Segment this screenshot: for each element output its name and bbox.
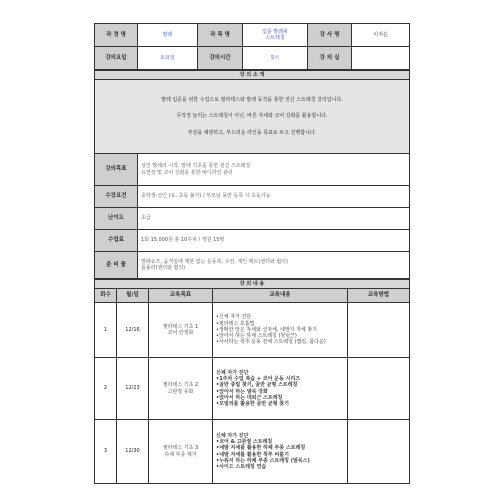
- row-date: 12/23: [117, 358, 149, 420]
- row-content: [213, 420, 348, 484]
- list-item: •골반 중립 찾기, 골반 균형 스트레칭: [216, 382, 298, 389]
- row-method: [348, 420, 410, 484]
- list-item: •네발 자세를 활용한 척추 비틀기: [216, 451, 289, 458]
- goal-line1: 성인 발레의 시작, 발레 기초를 통한 전신 스트레칭: [141, 163, 251, 170]
- list-item: •사사라는 척추 운동 전체 스트레칭 (햄링, 몸다운): [216, 339, 326, 346]
- row-content: [213, 303, 348, 358]
- table-row: [95, 358, 410, 420]
- day-label: 강의요일: [95, 47, 138, 70]
- list-item: •정확한 앉은 자세와 선자세, 네발기 자세 찾기: [216, 326, 318, 333]
- goal-label: 강의목표: [95, 154, 138, 186]
- row-goal-line2: 고관절 유화: [167, 388, 194, 395]
- overview-line2: 무작정 늘리는 스트레칭이 아닌, 바른 자세와 코어 강화를 활용합니다.: [176, 113, 328, 120]
- prep-label: 준 비 물: [95, 252, 138, 279]
- list-item: •네발 자세를 활용한 하체 부종 스트레칭: [216, 445, 306, 452]
- fee-value: 1회 15,000원 총 10주차 / 정원 15명: [138, 230, 410, 252]
- prep-value: [138, 252, 410, 279]
- row-goal-line2: 코어 안정화: [167, 330, 194, 336]
- header-method: 교육방법: [348, 289, 410, 303]
- row-goal-line1: 필라테스 기초 3: [162, 445, 199, 452]
- course-value: 발레: [138, 24, 198, 47]
- level-value: 초급: [138, 208, 410, 230]
- row-date: 12/16: [117, 303, 149, 358]
- list-item: •모빌리를 활용한 골반 균형 찾기: [216, 401, 289, 407]
- overview-line1: 발레 입문을 위한 수업으로 필라테스와 발레 동작을 통한 전신 스트레칭 강의입니다.: [161, 97, 343, 104]
- row-method: [348, 358, 410, 420]
- course-label: 과 정 명: [95, 24, 138, 47]
- header-content: 교육내용: [213, 289, 348, 303]
- schedule-table: [94, 279, 410, 484]
- row-goal: [149, 358, 213, 420]
- target-label: 수강요건: [95, 186, 138, 208]
- header-date: 월/일: [117, 289, 149, 303]
- room-value: [352, 47, 410, 70]
- header-goal: 교육목표: [149, 289, 213, 303]
- target-value: 중학생-성인 (유, 초등 불가) / 부모님 동반 등록 시 초등가능: [138, 186, 410, 208]
- list-item: 신체 자가 진단: [216, 432, 249, 439]
- row-goal: [149, 303, 213, 358]
- subject-value-line1: 입문 발레핏: [262, 28, 288, 35]
- course-info-table: [94, 23, 410, 70]
- row-date: 12/30: [117, 420, 149, 484]
- list-item: •필라테스 호흡법: [216, 320, 255, 327]
- row-content: [213, 358, 348, 420]
- table-row: [95, 303, 410, 358]
- list-item: •코어 & 고관절 스트레칭: [216, 439, 273, 445]
- day-value: 토요일: [138, 47, 198, 70]
- list-item: •앉아서 하는 발목 강화: [216, 388, 268, 395]
- subject-label: 과 목 명: [198, 24, 243, 47]
- list-item: •앉아서 하는 하체 스트레칭 (엉덩근): [216, 333, 297, 340]
- row-week: 2: [95, 358, 117, 420]
- list-item: •1주차 수업 복습 + 코어 운동 시리즈: [216, 376, 301, 382]
- row-goal-line2: 하체 부종 제거: [164, 451, 197, 458]
- instructor-label: 강 사 명: [308, 24, 352, 47]
- overview-line3: 부상을 예방하고, 부드러운 라인을 목표로 두고 진행합니다.: [187, 129, 317, 136]
- list-item: •앉아서 하는 대퇴근 스트레칭: [216, 394, 283, 401]
- overview-text: [95, 80, 410, 154]
- course-details-table: [94, 70, 410, 279]
- goal-line2: 유연성 및 코어 강화를 통한 바디라인 관리: [141, 169, 233, 176]
- instructor-value: 이지은: [352, 24, 410, 47]
- row-goal: [149, 420, 213, 484]
- subject-value-line2: 스트레칭: [265, 35, 285, 41]
- row-method: [348, 303, 410, 358]
- prep-line1: 발레슈즈, 움직임에 제한 없는 운동복, 수건, 개인 매트(센터와 협의): [141, 258, 288, 265]
- list-item: •신체 자가 진단: [216, 314, 252, 321]
- overview-title: 강 의 소 개: [95, 71, 410, 80]
- fee-label: 수업료: [95, 230, 138, 252]
- time-value: 5시: [243, 47, 308, 70]
- row-week: 1: [95, 303, 117, 358]
- row-week: 3: [95, 420, 117, 484]
- lecture-plan-document: [94, 23, 409, 484]
- level-label: 난이도: [95, 208, 138, 230]
- subject-value: [243, 24, 308, 47]
- row-goal-line1: 필라테스 기초 1: [162, 323, 199, 330]
- list-item: •누워서 하는 하체 부종 스트레칭 (발목스): [216, 457, 310, 464]
- goal-value: [138, 154, 410, 186]
- prep-line2: 폼롤러(센터와 협의): [141, 265, 186, 271]
- time-label: 강의시간: [198, 47, 243, 70]
- header-week: 회수: [95, 289, 117, 303]
- room-label: 강 의 실: [308, 47, 352, 70]
- row-goal-line1: 필라테스 기초 2: [162, 382, 199, 389]
- schedule-title: 강 의 내 용: [95, 280, 410, 289]
- list-item: 신체 자가 진단: [216, 369, 249, 376]
- table-row: [95, 420, 410, 484]
- list-item: •사이드 스트레칭 연습: [216, 464, 267, 470]
